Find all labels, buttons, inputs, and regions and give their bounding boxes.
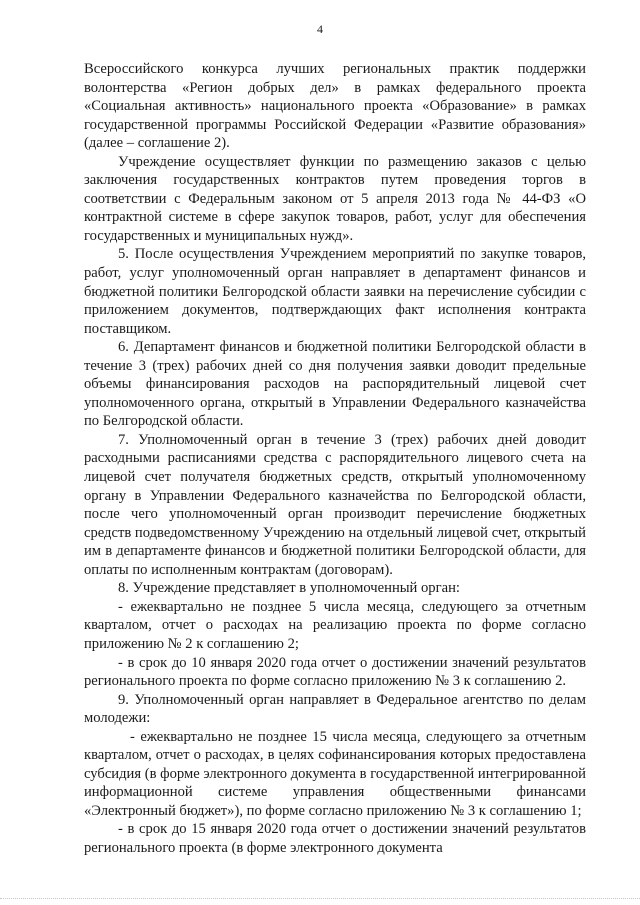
paragraph-uchrezhdenie-zakazy: Учреждение осуществляет функции по размещению заказов с целью заключения государственных контрактов путем проведения торгов в соответствии с Федеральным законом от 5 апреля 2013 года № 44-ФЗ «О контрактной системе в сфере закупок товаров, работ, услуг для обеспечения государственных и муниципальных нужд». — [84, 153, 586, 244]
list-item-9-january: - в срок до 15 января 2020 года отчет о достижении значений результатов регионального проекта (в форме электронного документа — [84, 821, 586, 856]
scan-bottom-edge — [0, 898, 640, 905]
document-body — [84, 60, 586, 858]
paragraph-item-8: 8. Учреждение представляет в уполномоченный орган: — [118, 580, 460, 597]
paragraph-soglashenie-2: Всероссийского конкурса лучших региональных практик поддержки волонтерства «Регион добрых дел» в рамках федерального проекта «Социальная активность» национального проекта «Образование» в рамках государственной программы Российской Федерации «Развитие образования» (далее – соглашение 2). — [84, 61, 586, 152]
paragraph-item-6: 6. Департамент финансов и бюджетной политики Белгородской области в течение 3 (трех) рабочих дней со дня получения заявки доводит предельные объемы финансирования расходов на распорядительный лицевой счет уполномоченного органа, открытый в Управлении Федерального казначейства по Белгородской области. — [84, 339, 586, 430]
list-item-8-quarterly: - ежеквартально не позднее 5 числа месяца, следующего за отчетным кварталом, отчет о расходах на реализацию проекта по форме согласно приложению № 2 к соглашению 2; — [84, 598, 586, 652]
paragraph-item-9: 9. Уполномоченный орган направляет в Федеральное агентство по делам молодежи: — [84, 691, 586, 727]
page-number: 4 — [317, 22, 323, 36]
paragraph-item-5: 5. После осуществления Учреждением мероприятий по закупке товаров, работ, услуг уполномоченный орган направляет в департамент финансов и бюджетной политики Белгородской области заявки на перечисление субсидии с приложением документов, подтверждающих факт исполнения контракта поставщиком. — [84, 246, 586, 337]
list-item-8-january: - в срок до 10 января 2020 года отчет о достижении значений результатов регионального проекта по форме согласно приложению № 3 к соглашению 2. — [84, 654, 586, 690]
paragraph-item-7: 7. Уполномоченный орган в течение 3 (трех) рабочих дней доводит расходными расписаниями средства с распорядительного лицевого счета на лицевой счет получателя бюджетных средств, открытый уполномоченному органу в Управлении Федерального казначейства по Белгородской области, после чего уполномоченный орган производит перечисление бюджетных средств подведомственному Учреждению на отдельный лицевой счет, открытый им в департаменте финансов и бюджетной политики Белгородской области, для оплаты по исполненным контрактам (договорам). — [84, 431, 586, 578]
list-item-9-quarterly: - ежеквартально не позднее 15 числа месяца, следующего за отчетным кварталом, отчет о расходах, в целях софинансирования которых предоставлена субсидия (в форме электронного документа в государственной интегрированной информационной системе управления общественными финансами «Электронный бюджет»), по форме согласно приложению № 3 к соглашению 1; — [84, 728, 586, 819]
